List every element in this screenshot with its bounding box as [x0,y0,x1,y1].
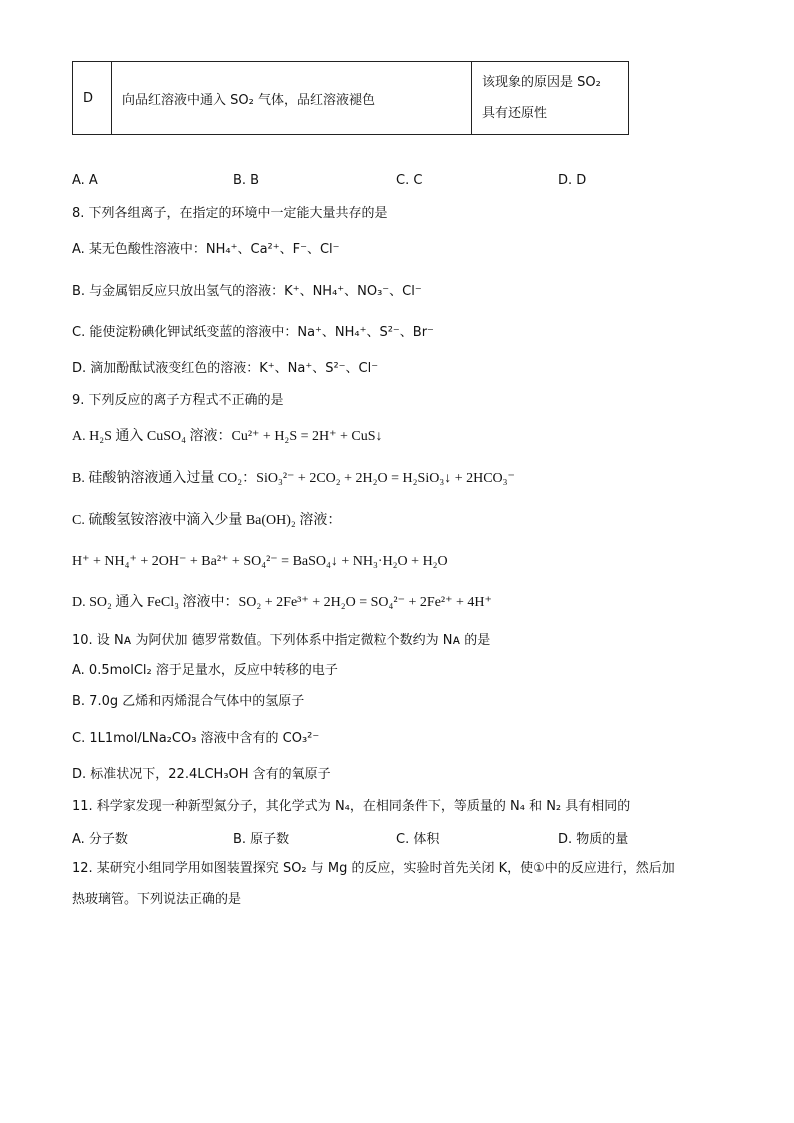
q9-option-c[interactable]: C. 硫酸氢铵溶液中滴入少量 Ba(OH)₂ 溶液： [72,513,342,528]
option-table [72,61,629,135]
phenomenon-cell: 向品红溶液中通入 SO₂ 气体，品红溶液褪色 [112,62,472,135]
q10-option-b[interactable]: B. 7.0g 乙烯和丙烯混合气体中的氢原子 [72,694,305,709]
reason-line-2: 具有还原性 [482,106,548,121]
q11-option-d[interactable]: D. 物质的量 [558,832,629,847]
q11-option-c[interactable]: C. 体积 [396,832,440,847]
q10-stem: 10. 设 Nᴀ 为阿伏加 德罗常数值。下列体系中指定微粒个数约为 Nᴀ 的是 [72,633,491,648]
q10-option-a[interactable]: A. 0.5molCl₂ 溶于足量水，反应中转移的电子 [72,663,338,678]
q11-option-a[interactable]: A. 分子数 [72,832,128,847]
q9-option-d[interactable]: D. SO₂ 通入 FeCl₃ 溶液中：SO₂ + 2Fe³⁺ + 2H₂O = SO₄²⁻ + 2Fe²⁺ + 4H⁺ [72,595,492,610]
q8-option-b[interactable]: B. 与金属铝反应只放出氢气的溶液：K⁺、NH₄⁺、NO₃⁻、Cl⁻ [72,284,422,299]
reason-line-1: 该现象的原因是 SO₂ [482,75,601,90]
q10-option-d[interactable]: D. 标准状况下，22.4LCH₃OH 含有的氧原子 [72,767,331,782]
q11-option-b[interactable]: B. 原子数 [233,832,290,847]
q7-option-d[interactable]: D. D [558,173,587,188]
q8-option-d[interactable]: D. 滴加酚酞试液变红色的溶液：K⁺、Na⁺、S²⁻、Cl⁻ [72,361,379,376]
q9-stem: 9. 下列反应的离子方程式不正确的是 [72,393,284,408]
q9-option-b[interactable]: B. 硅酸钠溶液通入过量 CO₂：SiO₃²⁻ + 2CO₂ + 2H₂O = H₂SiO₃↓ + 2HCO₃⁻ [72,471,515,486]
q7-choices [72,173,632,193]
q10-option-c[interactable]: C. 1L1mol/LNa₂CO₃ 溶液中含有的 CO₃²⁻ [72,731,320,746]
q9-option-c-equation: H⁺ + NH₄⁺ + 2OH⁻ + Ba²⁺ + SO₄²⁻ = BaSO₄↓ + NH₃·H₂O + H₂O [72,554,448,569]
q11-stem: 11. 科学家发现一种新型氮分子，其化学式为 N₄，在相同条件下，等质量的 N₄ 和 N₂ 具有相同的 [72,799,631,814]
q12-stem-line-2: 热玻璃管。下列说法正确的是 [72,892,242,907]
q8-option-c[interactable]: C. 能使淀粉碘化钾试纸变蓝的溶液中：Na⁺、NH₄⁺、S²⁻、Br⁻ [72,325,434,340]
table-row [73,62,629,135]
q7-option-a[interactable]: A. A [72,173,98,188]
q7-option-c[interactable]: C. C [396,173,423,188]
q8-stem: 8. 下列各组离子，在指定的环境中一定能大量共存的是 [72,206,388,221]
q9-option-a[interactable]: A. H₂S 通入 CuSO₄ 溶液：Cu²⁺ + H₂S = 2H⁺ + CuS↓ [72,429,383,444]
q11-choices [72,828,672,848]
q12-stem-line-1: 12. 某研究小组同学用如图装置探究 SO₂ 与 Mg 的反应，实验时首先关闭 K，使①中的反应进行，然后加 [72,861,675,876]
option-label-cell: D [73,62,112,135]
reason-cell [472,62,629,135]
q8-option-a[interactable]: A. 某无色酸性溶液中：NH₄⁺、Ca²⁺、F⁻、Cl⁻ [72,242,340,257]
q7-option-b[interactable]: B. B [233,173,260,188]
